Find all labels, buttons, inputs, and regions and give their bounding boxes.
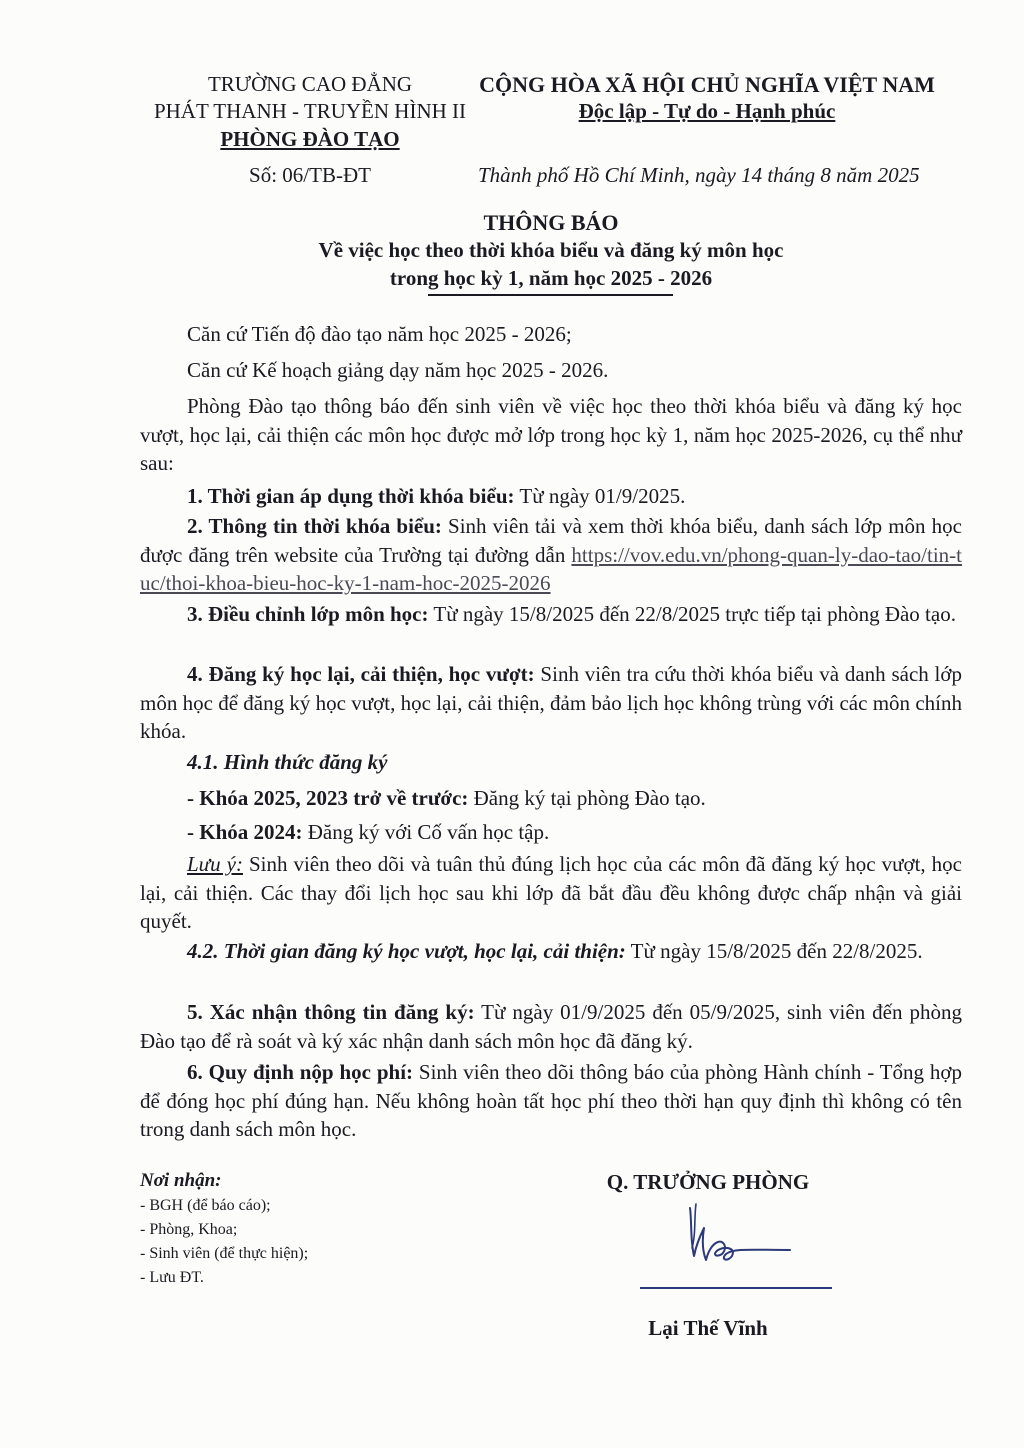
section-6-label: 6. Quy định nộp học phí:: [187, 1060, 414, 1084]
section-6-text: Sinh viên theo dõi thông báo của phòng Hành chính - Tổng hợp để đóng học phí đúng hạn. Nếu không hoàn tất học phí theo thời hạn quy định thì không có tên trong danh sách môn học.: [140, 1060, 962, 1141]
section-3-label: 3. Điều chỉnh lớp môn học:: [187, 602, 429, 626]
section-2-label: 2. Thông tin thời khóa biểu:: [187, 514, 442, 538]
school-name-line2: PHÁT THANH - TRUYỀN HÌNH II: [153, 99, 467, 123]
title-underline: [428, 294, 673, 296]
department-name-text: PHÒNG ĐÀO TẠO: [220, 127, 400, 151]
section-2: [140, 512, 962, 598]
handwritten-signature: [672, 1198, 812, 1278]
section-4-text: Sinh viên tra cứu thời khóa biểu và danh sách lớp môn học để đăng ký học vượt, học lại, cải thiện, đảm bảo lịch học không trùng với các môn chính khóa.: [140, 662, 962, 743]
section-4-2-text: Từ ngày 15/8/2025 đến 22/8/2025.: [625, 939, 923, 963]
section-4-2-label: 4.2. Thời gian đăng ký học vượt, học lại, cải thiện:: [187, 939, 626, 963]
recipient-item: - Phòng, Khoa;: [140, 1221, 238, 1238]
section-5-text: Từ ngày 01/9/2025 đến 05/9/2025, sinh viên đến phòng Đào tạo để rà soát và ký xác nhận danh sách môn học đã đăng ký.: [140, 1000, 962, 1053]
section-4-label: 4. Đăng ký học lại, cải thiện, học vượt:: [187, 662, 535, 686]
recipient-item: - BGH (để báo cáo);: [140, 1197, 271, 1214]
national-motto-text: Độc lập - Tự do - Hạnh phúc: [578, 99, 836, 123]
recipient-item: - Sinh viên (để thực hiện);: [140, 1245, 309, 1262]
section-4-1-heading: 4.1. Hình thức đăng ký: [187, 750, 388, 774]
section-5-label: 5. Xác nhận thông tin đăng ký:: [187, 1000, 475, 1024]
cohort-2024-label: - Khóa 2024:: [187, 820, 303, 844]
section-6: [140, 1058, 962, 1144]
section-2-text: Sinh viên tải và xem thời khóa biểu, danh sách lớp môn học được đăng trên website của Trường tại đường dẫn: [140, 514, 962, 567]
cohort-2024-text: Đăng ký với Cố vấn học tập.: [302, 820, 550, 844]
signature-underline: [640, 1287, 832, 1289]
cohort-2025-text: Đăng ký tại phòng Đào tạo.: [468, 786, 706, 810]
section-4-2: [140, 937, 962, 966]
legal-basis-1: Căn cứ Tiến độ đào tạo năm học 2025 - 2026;: [187, 322, 572, 346]
note-paragraph: [140, 850, 962, 936]
section-1-label: 1. Thời gian áp dụng thời khóa biểu:: [187, 484, 515, 508]
note-text: Sinh viên theo dõi và tuân thủ đúng lịch học của các môn đã đăng ký học vượt, học lại, cải thiện. Các thay đổi lịch học sau khi lớp đã bắt đầu đều không được chấp nhận và giải quyết.: [140, 852, 962, 933]
signatory-title: Q. TRƯỞNG PHÒNG: [606, 1170, 810, 1194]
section-5: [140, 998, 962, 1055]
cohort-2024-rule: [140, 818, 962, 847]
place-and-date: Thành phố Hồ Chí Minh, ngày 14 tháng 8 năm 2025: [478, 163, 920, 187]
section-3-text: Từ ngày 15/8/2025 đến 22/8/2025 trực tiếp tại phòng Đào tạo.: [428, 602, 956, 626]
national-motto: [462, 99, 952, 124]
national-title: CỘNG HÒA XÃ HỘI CHỦ NGHĨA VIỆT NAM: [479, 72, 935, 97]
legal-basis-2: Căn cứ Kế hoạch giảng dạy năm học 2025 - 2026.: [187, 358, 609, 382]
document-number: Số: 06/TB-ĐT: [249, 163, 371, 187]
school-name-line1: TRƯỜNG CAO ĐẲNG: [207, 72, 413, 96]
timetable-link[interactable]: https://vov.edu.vn/phong-quan-ly-dao-tao/tin-tuc/thoi-khoa-bieu-hoc-ky-1-nam-hoc-2025-2026: [140, 542, 962, 595]
signatory-name: Lại Thế Vĩnh: [648, 1316, 768, 1340]
section-1-text: Từ ngày 01/9/2025.: [514, 484, 686, 508]
section-1: [140, 482, 962, 511]
cohort-2025-label: - Khóa 2025, 2023 trở về trước:: [187, 786, 469, 810]
recipient-item: - Lưu ĐT.: [140, 1269, 204, 1286]
department-name: [140, 127, 480, 152]
document-subject-line1: Về việc học theo thời khóa biểu và đăng ký môn học: [318, 238, 784, 262]
document-subject-line2: trong học kỳ 1, năm học 2025 - 2026: [389, 266, 713, 290]
cohort-2025-rule: [140, 784, 962, 813]
intro-paragraph: Phòng Đào tạo thông báo đến sinh viên về việc học theo thời khóa biểu và đăng ký học vượt, học lại, cải thiện các môn học được mở lớp trong học kỳ 1, năm học 2025-2026, cụ thể như sau:: [140, 394, 962, 475]
note-label: Lưu ý:: [187, 852, 243, 876]
recipients-heading: Nơi nhận:: [140, 1170, 222, 1191]
section-4: [140, 660, 962, 746]
section-3: [140, 600, 962, 629]
document-title: THÔNG BÁO: [483, 210, 619, 235]
